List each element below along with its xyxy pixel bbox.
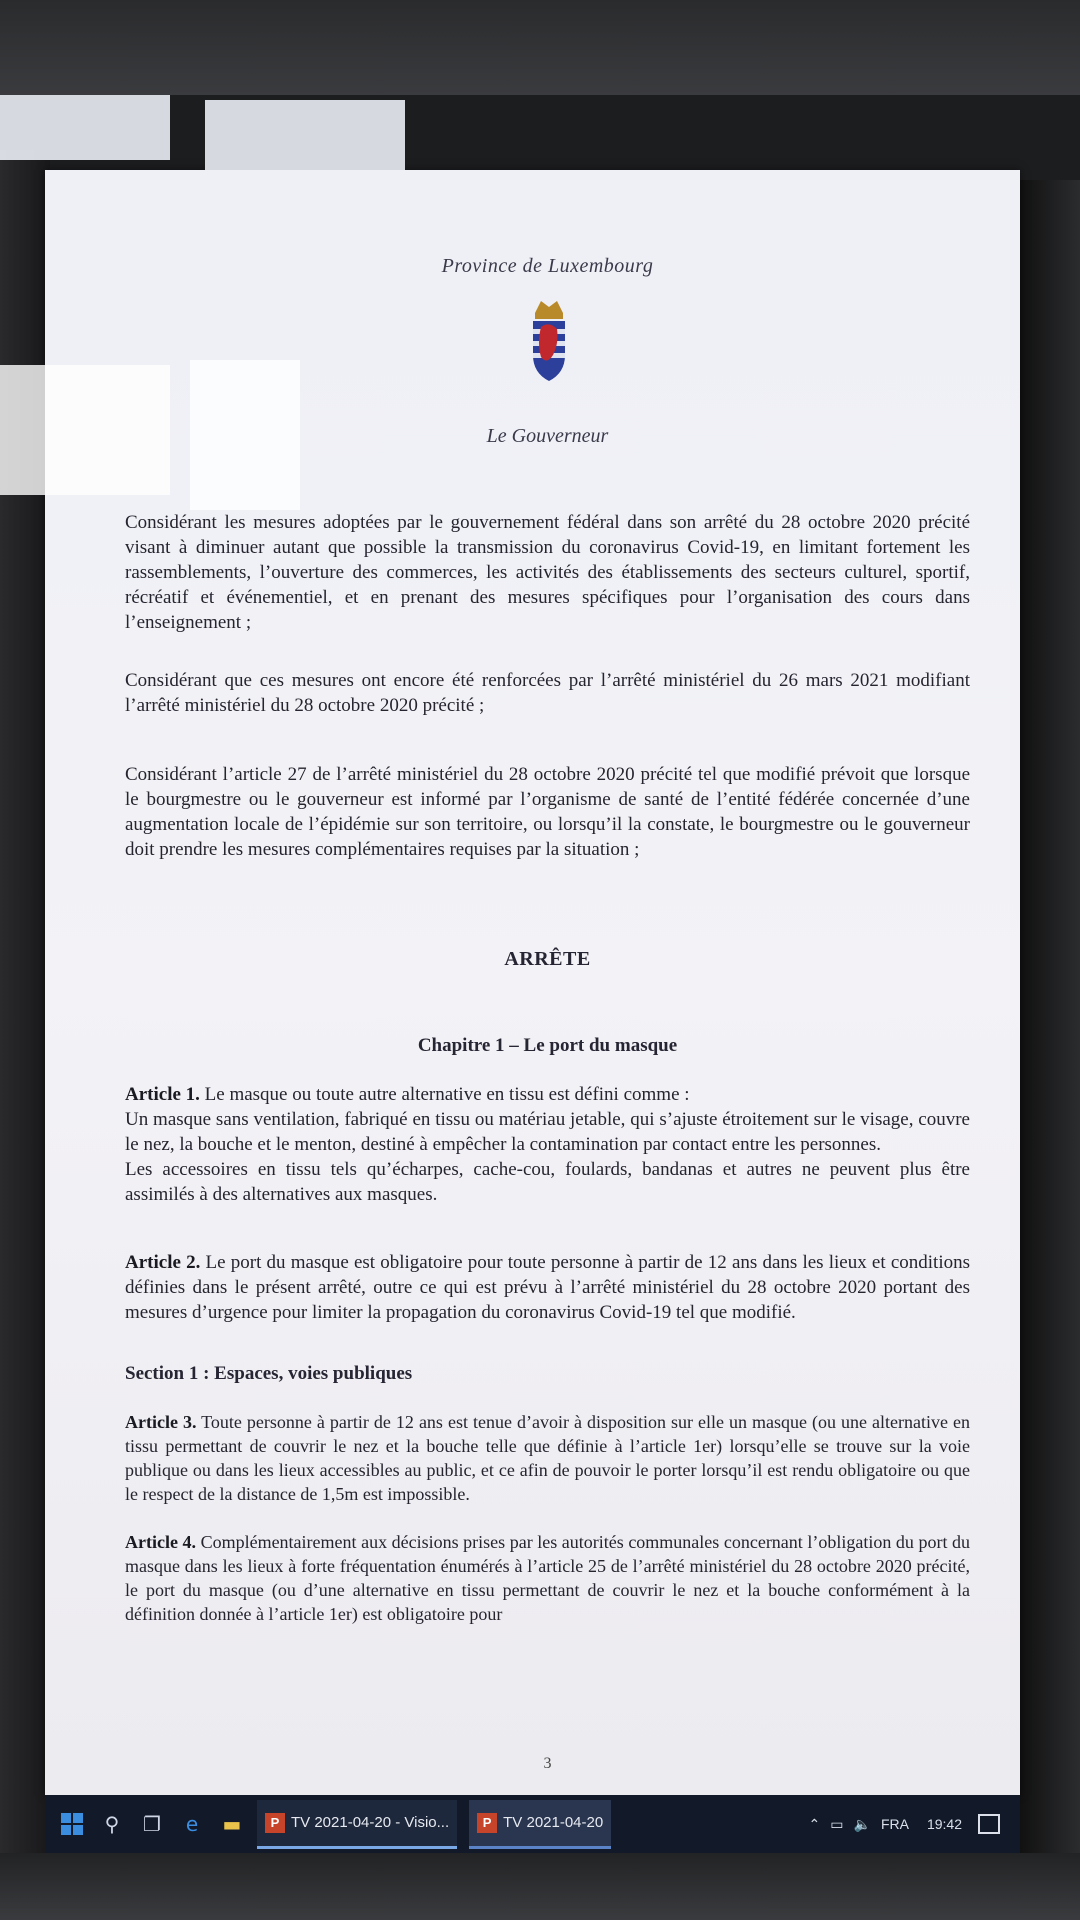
governor-heading: Le Gouverneur — [486, 425, 609, 447]
glass-reflection — [190, 360, 300, 510]
article-1-text: Le masque ou toute autre alternative en tissu est défini comme : — [199, 1084, 690, 1105]
article-1-definition: Un masque sans ventilation, fabriqué en tissu ou matériau jetable, qui s’ajuste étroitement sur le visage, couvre le nez, la bouche et le menton, destiné à empêcher la contamination par contact entre les personnes. — [125, 1109, 970, 1155]
language-indicator[interactable]: FRA — [880, 1816, 909, 1832]
wall-background — [0, 0, 1080, 95]
arrete-heading: ARRÊTE — [504, 948, 591, 970]
taskbar-app-tv[interactable] — [469, 1800, 611, 1849]
chevron-up-icon[interactable]: ⌃ — [808, 1815, 821, 1832]
search-icon[interactable]: ⚲ — [104, 1812, 120, 1836]
article-1 — [125, 1082, 970, 1207]
considering-paragraph-1: Considérant les mesures adoptées par le gouvernement fédéral dans son arrêté du 28 octobre 2020 précité visant à diminuer autant que possible la transmission du coronavirus Covid-19, en limitant fortement les rassemblements, l’ouverture des commerces, les activités des établissements des secteurs culturel, sportif, récréatif et événementiel, et en prenant des mesures spécifiques pour l’organisation des cours dans l’enseignement ; — [125, 512, 970, 633]
system-tray — [799, 1795, 1000, 1853]
province-heading: Province de Luxembourg — [441, 255, 654, 277]
article-4-label: Article 4. — [125, 1532, 197, 1552]
volume-icon[interactable]: 🔈 — [853, 1815, 871, 1832]
article-2 — [125, 1250, 970, 1325]
taskbar-app-label: TV 2021-04-20 - Visio... — [291, 1814, 450, 1831]
start-button[interactable] — [59, 1811, 85, 1837]
notification-icon[interactable] — [978, 1814, 1000, 1834]
floor-background — [0, 1853, 1080, 1920]
windows-logo-icon — [61, 1813, 83, 1835]
powerpoint-icon: P — [265, 1813, 285, 1833]
article-3-label: Article 3. — [125, 1412, 197, 1432]
article-2-text: Le port du masque est obligatoire pour toute personne à partir de 12 ans dans les lieux et conditions définies dans le présent arrêté, outre ce qui est prévu à l’arrêté ministériel du 28 octobre 2020 portant des mesures d’urgence pour limiter la propagation du coronavirus Covid-19 tel que modifié. — [125, 1252, 970, 1323]
section-1-heading: Section 1 : Espaces, voies publiques — [125, 1363, 413, 1384]
article-1-label: Article 1. — [125, 1084, 200, 1105]
file-explorer-icon[interactable]: ▬ — [222, 1812, 242, 1836]
glass-reflection — [205, 100, 405, 170]
chapter-heading: Chapitre 1 – Le port du masque — [417, 1035, 678, 1056]
article-4-text: Complémentairement aux décisions prises par les autorités communales concernant l’obligation du port du masque dans les lieux à forte fréquentation énumérés à l’article 25 de l’arrêté ministériel du 28 octobre 2020 précité, le port du masque (ou d’une alternative en tissu permettant de couvrir le nez et la bouche conformément à la définition donnée à l’article 1er) est obligatoire pour — [125, 1532, 970, 1624]
taskbar-app-label: TV 2021-04-20 — [503, 1814, 604, 1831]
article-1-accessories: Les accessoires en tissu tels qu’écharpes, cache-cou, foulards, bandanas et autres ne peuvent plus être assimilés à des alternatives aux masques. — [125, 1159, 970, 1205]
considering-paragraph-2: Considérant que ces mesures ont encore été renforcées par l’arrêté ministériel du 26 mars 2021 modifiant l’arrêté ministériel du 28 octobre 2020 précité ; — [125, 670, 970, 716]
edge-browser-icon[interactable]: e — [185, 1812, 199, 1836]
glass-reflection — [0, 365, 170, 495]
page-number: 3 — [543, 1755, 552, 1772]
clock[interactable]: 19:42 — [926, 1816, 962, 1832]
article-4 — [125, 1530, 970, 1626]
glass-reflection — [0, 95, 170, 160]
considering-paragraph-3: Considérant l’article 27 de l’arrêté ministériel du 28 octobre 2020 précité tel que modifié prévoit que lorsque le bourgmestre ou le gouverneur est informé par l’organisme de santé de l’entité fédérée concernée d’une augmentation locale de l’épidémie sur son territoire, ou lorsqu’il la constate, le bourgmestre ou le gouverneur doit prendre les mesures complémentaires requises par la situation ; — [125, 764, 970, 860]
article-3-text: Toute personne à partir de 12 ans est tenue d’avoir à disposition sur elle un masque (ou une alternative en tissu permettant de couvrir le nez et la bouche telle que définie à l’article 1er) lorsqu’elle se trouve sur la voie publique ou dans les lieux accessibles au public, et ce afin de pouvoir le porter lorsqu’il est rendu obligatoire ou que le respect de la distance de 1,5m est impossible. — [125, 1412, 970, 1504]
network-icon[interactable]: ▭ — [830, 1815, 844, 1832]
coat-of-arms-icon — [527, 295, 571, 385]
monitor-frame-right — [1020, 180, 1080, 1920]
taskbar-app-visio[interactable] — [257, 1800, 457, 1849]
windows-taskbar — [45, 1795, 1020, 1853]
powerpoint-icon: P — [477, 1813, 497, 1833]
task-view-icon[interactable]: ❐ — [143, 1812, 161, 1836]
article-3 — [125, 1410, 970, 1506]
article-2-label: Article 2. — [125, 1252, 201, 1273]
